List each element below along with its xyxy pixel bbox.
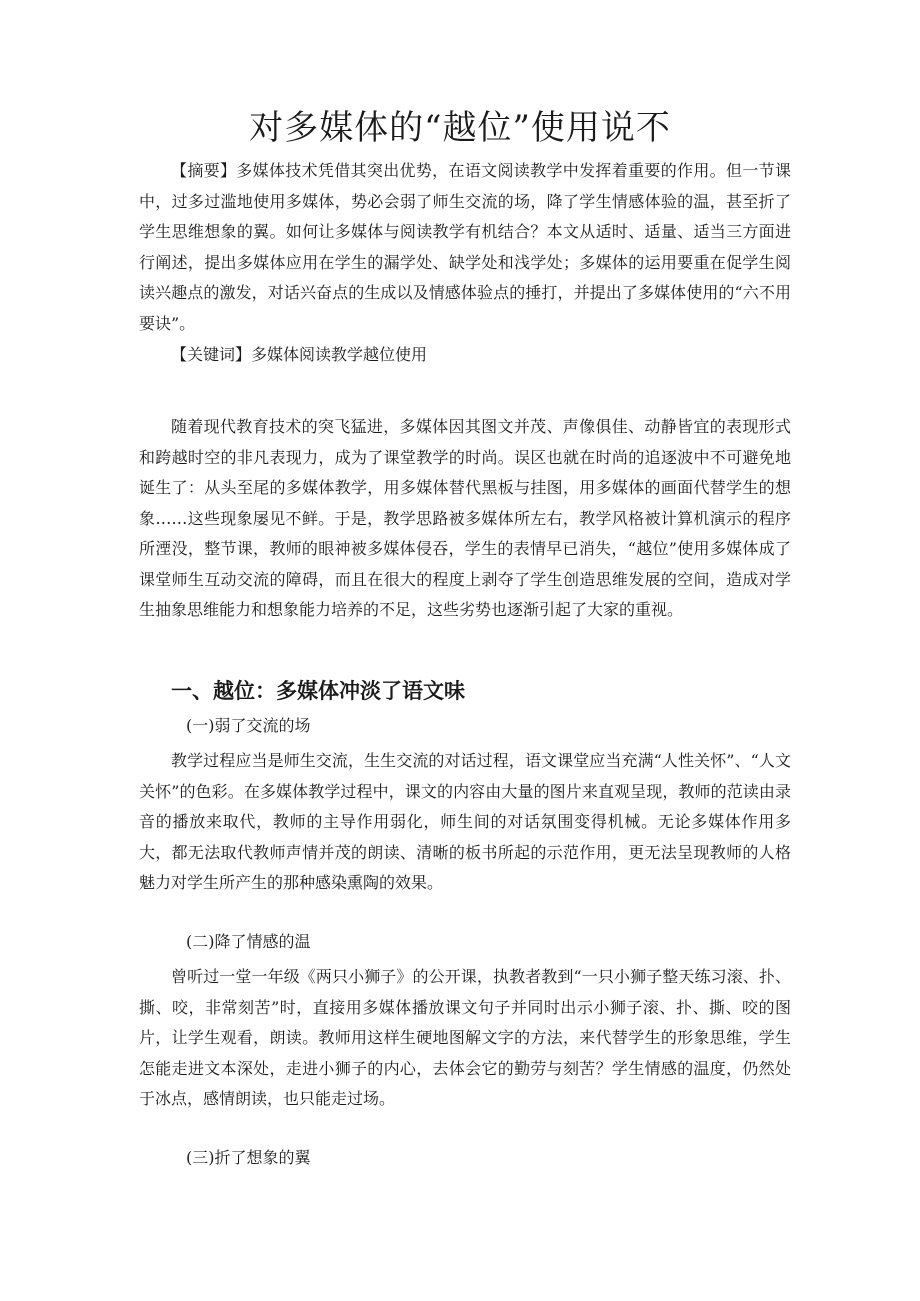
abstract-label: 【摘要】 — [171, 161, 237, 180]
document-title: 对多媒体的“越位”使用说不 — [249, 108, 671, 148]
keywords-label: 【关键词】 — [171, 345, 252, 364]
keywords-text: 多媒体阅读教学越位使用 — [251, 345, 428, 364]
subsection-paragraph-1: 教学过程应当是师生交流，生生交流的对话过程，语文课堂应当充满“人性关怀”、“人文关怀”的色彩。在多媒体教学过程中，课文的内容由大量的图片来直观呈现，教师的范读由录音的播放来取代，教师的主导作用弱化，师生间的对话氛围变得机械。无论多媒体作用多大，都无法取代教师声情并茂的朗读、清晰的板书所起的示范作用，更无法呈现教师的人格魅力对学生所产生的那种感染熏陶的效果。 — [139, 751, 791, 892]
intro-paragraph: 随着现代教育技术的突飞猛进，多媒体因其图文并茂、声像俱佳、动静皆宜的表现形式和跨越时空的非凡表现力，成为了课堂教学的时尚。误区也就在时尚的追逐波中不可避免地诞生了：从头至尾的多媒体教学，用多媒体替代黑板与挂图，用多媒体的画面代替学生的想象……这些现象屡见不鲜。于是，教学思路被多媒体所左右，教学风格被计算机演示的程序所湮没，整节课，教师的眼神被多媒体侵吞，学生的表情早已消失，“越位”使用多媒体成了课堂师生互动交流的障碍，而且在很大的程度上剥夺了学生创造思维发展的空间，造成对学生抽象思维能力和想象能力培养的不足，这些劣势也逐渐引起了大家的重视。 — [139, 417, 791, 619]
subsection-heading-1: (一)弱了交流的场 — [186, 716, 311, 735]
subsection-heading-3: (三)折了想象的翼 — [186, 1148, 311, 1167]
abstract-paragraph — [139, 156, 791, 339]
subsection-paragraph-2: 曾听过一堂一年级《两只小狮子》的公开课，执教者教到“一只小狮子整天练习滚、扑、撕、咬，非常刻苦”时，直接用多媒体播放课文句子并同时出示小狮子滚、扑、撕、咬的图片，让学生观看，朗读。教师用这样生硬地图解文字的方法，来代替学生的形象思维，学生怎能走进文本深处，走进小狮子的内心，去体会它的勤劳与刻苦？学生情感的温度，仍然处于冰点，感情朗读，也只能走过场。 — [139, 967, 791, 1108]
abstract-text: 多媒体技术凭借其突出优势，在语文阅读教学中发挥着重要的作用。但一节课中，过多过滥地使用多媒体，势必会弱了师生交流的场，降了学生情感体验的温，甚至折了学生思维想象的翼。如何让多媒体与阅读教学有机结合？本文从适时、适量、适当三方面进行阐述，提出多媒体应用在学生的漏学处、缺学处和浅学处；多媒体的运用要重在促学生阅读兴趣点的激发，对话兴奋点的生成以及情感体验点的捶打，并提出了多媒体使用的“六不用要诀”。 — [139, 161, 791, 333]
keywords-paragraph — [139, 340, 791, 370]
section-heading: 一、越位：多媒体冲淡了语文味 — [171, 679, 465, 703]
subsection-heading-2: (二)降了情感的温 — [186, 932, 311, 951]
